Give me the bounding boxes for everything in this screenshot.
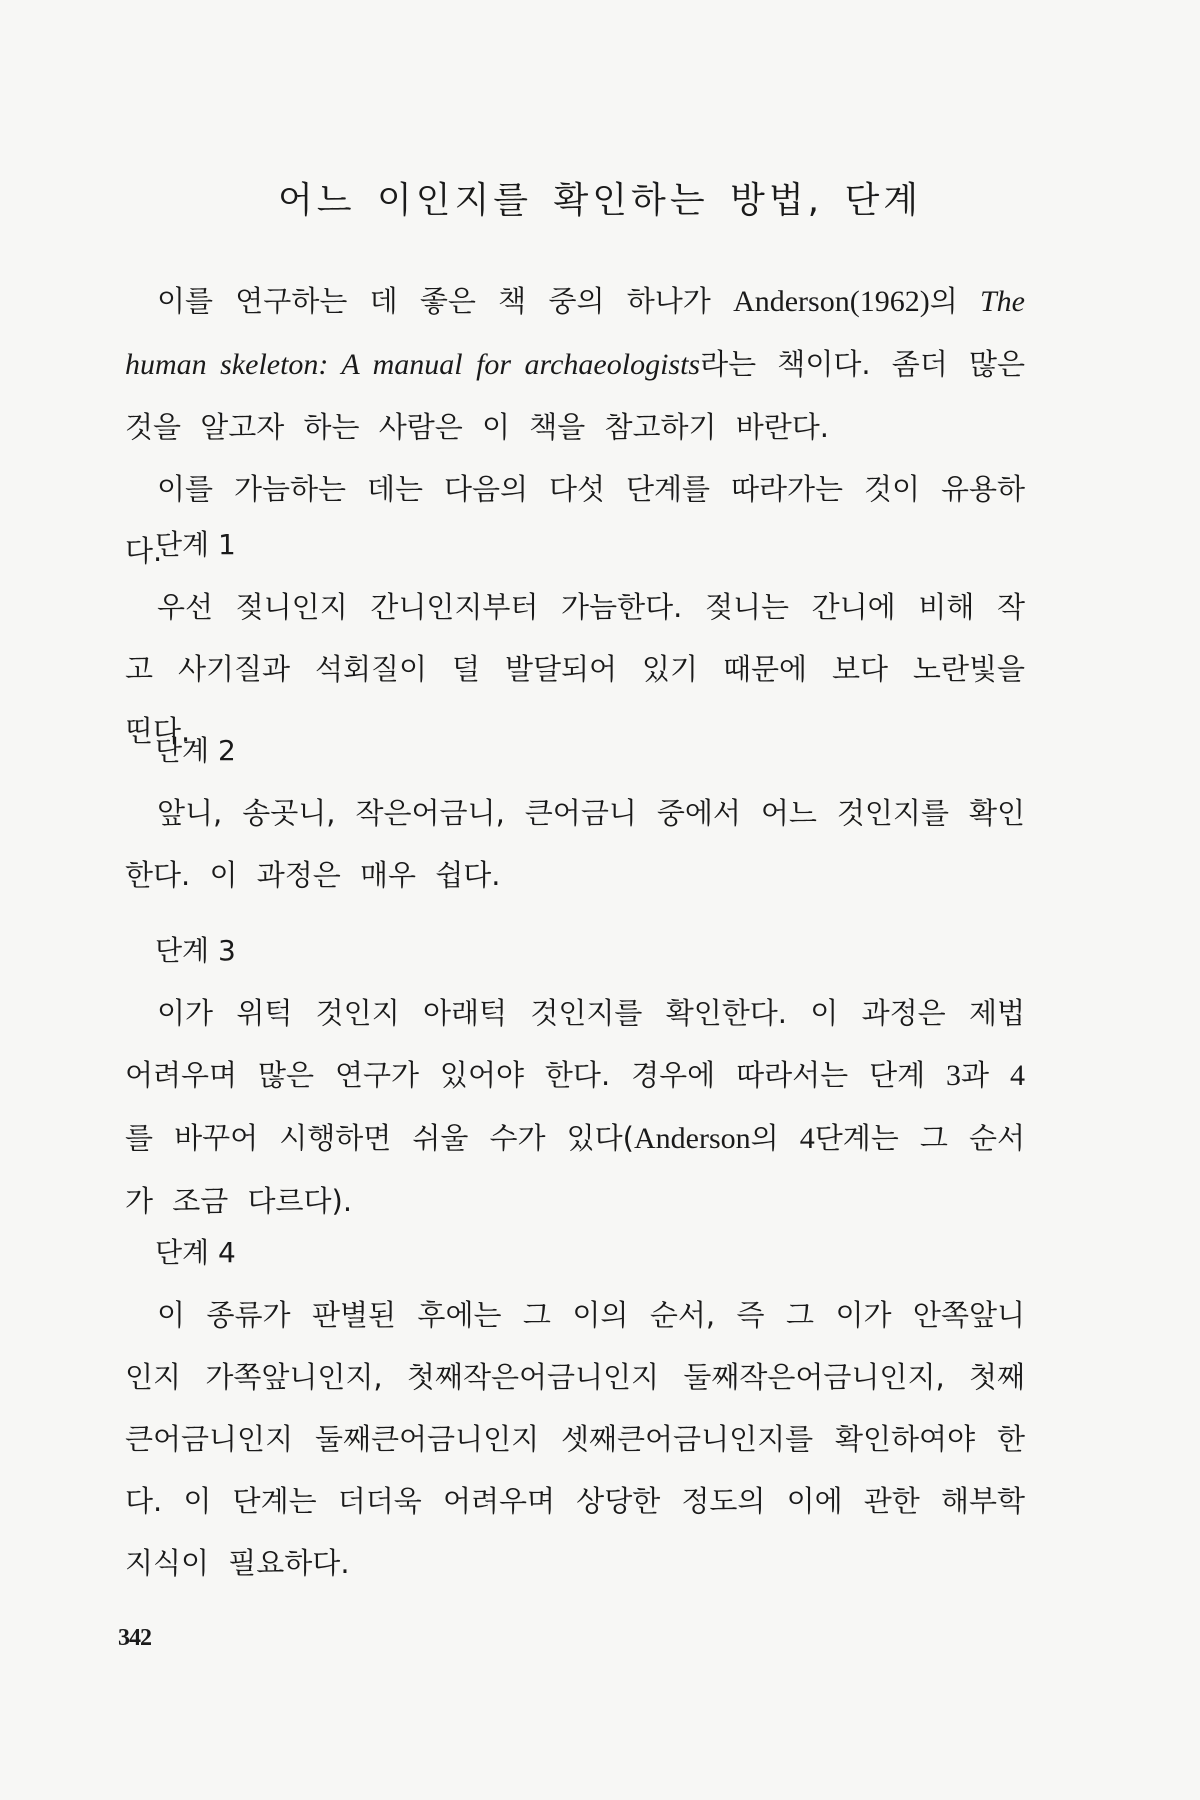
step-3-number-a: 3 [946, 1059, 962, 1092]
step-1-heading: 단계 1 [155, 528, 236, 561]
intro-text-mid: 의 [929, 284, 980, 318]
step-4-heading: 단계 4 [155, 1236, 236, 1269]
step-3-text-mid-1: 과 [961, 1058, 1010, 1092]
step-3-heading: 단계 3 [155, 934, 236, 967]
step-3-number-c: 4 [799, 1122, 815, 1155]
step-3-text-end: 단계는 그 순서가 조금 다르다). [125, 1121, 1025, 1218]
step-3-number-b: 4 [1010, 1059, 1025, 1092]
page-title: 어느 이인지를 확인하는 방법, 단계 [277, 180, 923, 221]
step-2-section [125, 720, 1025, 906]
intro-author-citation: Anderson(1962) [733, 285, 930, 318]
intro-book-title: The human skeleton: A manual for archaeologists [125, 285, 1025, 381]
intro-text-start: 이를 연구하는 데 좋은 책 중의 하나가 [157, 284, 734, 318]
step-3-body [125, 982, 1025, 1232]
step-2-heading: 단계 2 [155, 734, 236, 767]
intro-text-end: 라는 책이다. 좀더 많은 것을 알고자 하는 사람은 이 책을 참고하기 바란다. [125, 347, 1025, 444]
step-3-text-mid-2: 를 바꾸어 시행하면 쉬울 수가 있다( [125, 1121, 634, 1155]
step-4-body: 이 종류가 판별된 후에는 그 이의 순서, 즉 그 이가 안쪽앞니인지 가쪽앞니인지, 첫째작은어금니인지 둘째작은어금니인지, 첫째큰어금니인지 둘째큰어금니인지 셋째큰어금니인지를 확인하여야 한다. 이 단계는 더더욱 어려우며 상당한 정도의 이에 관한 해부학 지식이 필요하다. [125, 1298, 1025, 1580]
page-number: 342 [118, 1625, 151, 1651]
intro-paragraph-1 [125, 270, 1025, 458]
step-1-body: 우선 젖니인지 간니인지부터 가늠한다. 젖니는 간니에 비해 작고 사기질과 석회질이 덜 발달되어 있기 때문에 보다 노란빛을 띤다. [125, 590, 1025, 748]
step-3-text-mid-3: 의 [750, 1121, 800, 1155]
step-3-author-citation: Anderson [633, 1122, 751, 1155]
step-2-body: 앞니, 송곳니, 작은어금니, 큰어금니 중에서 어느 것인지를 확인한다. 이 과정은 매우 쉽다. [125, 796, 1025, 892]
step-3-text-start: 이가 위턱 것인지 아래턱 것인지를 확인한다. 이 과정은 제법 어려우며 많은 연구가 있어야 한다. 경우에 따라서는 단계 [125, 996, 1025, 1092]
intro-paragraph-2: 이를 가늠하는 데는 다음의 다섯 단계를 따라가는 것이 유용하다. [125, 472, 1025, 568]
step-3-section [125, 920, 1025, 1232]
step-4-section [125, 1222, 1025, 1594]
